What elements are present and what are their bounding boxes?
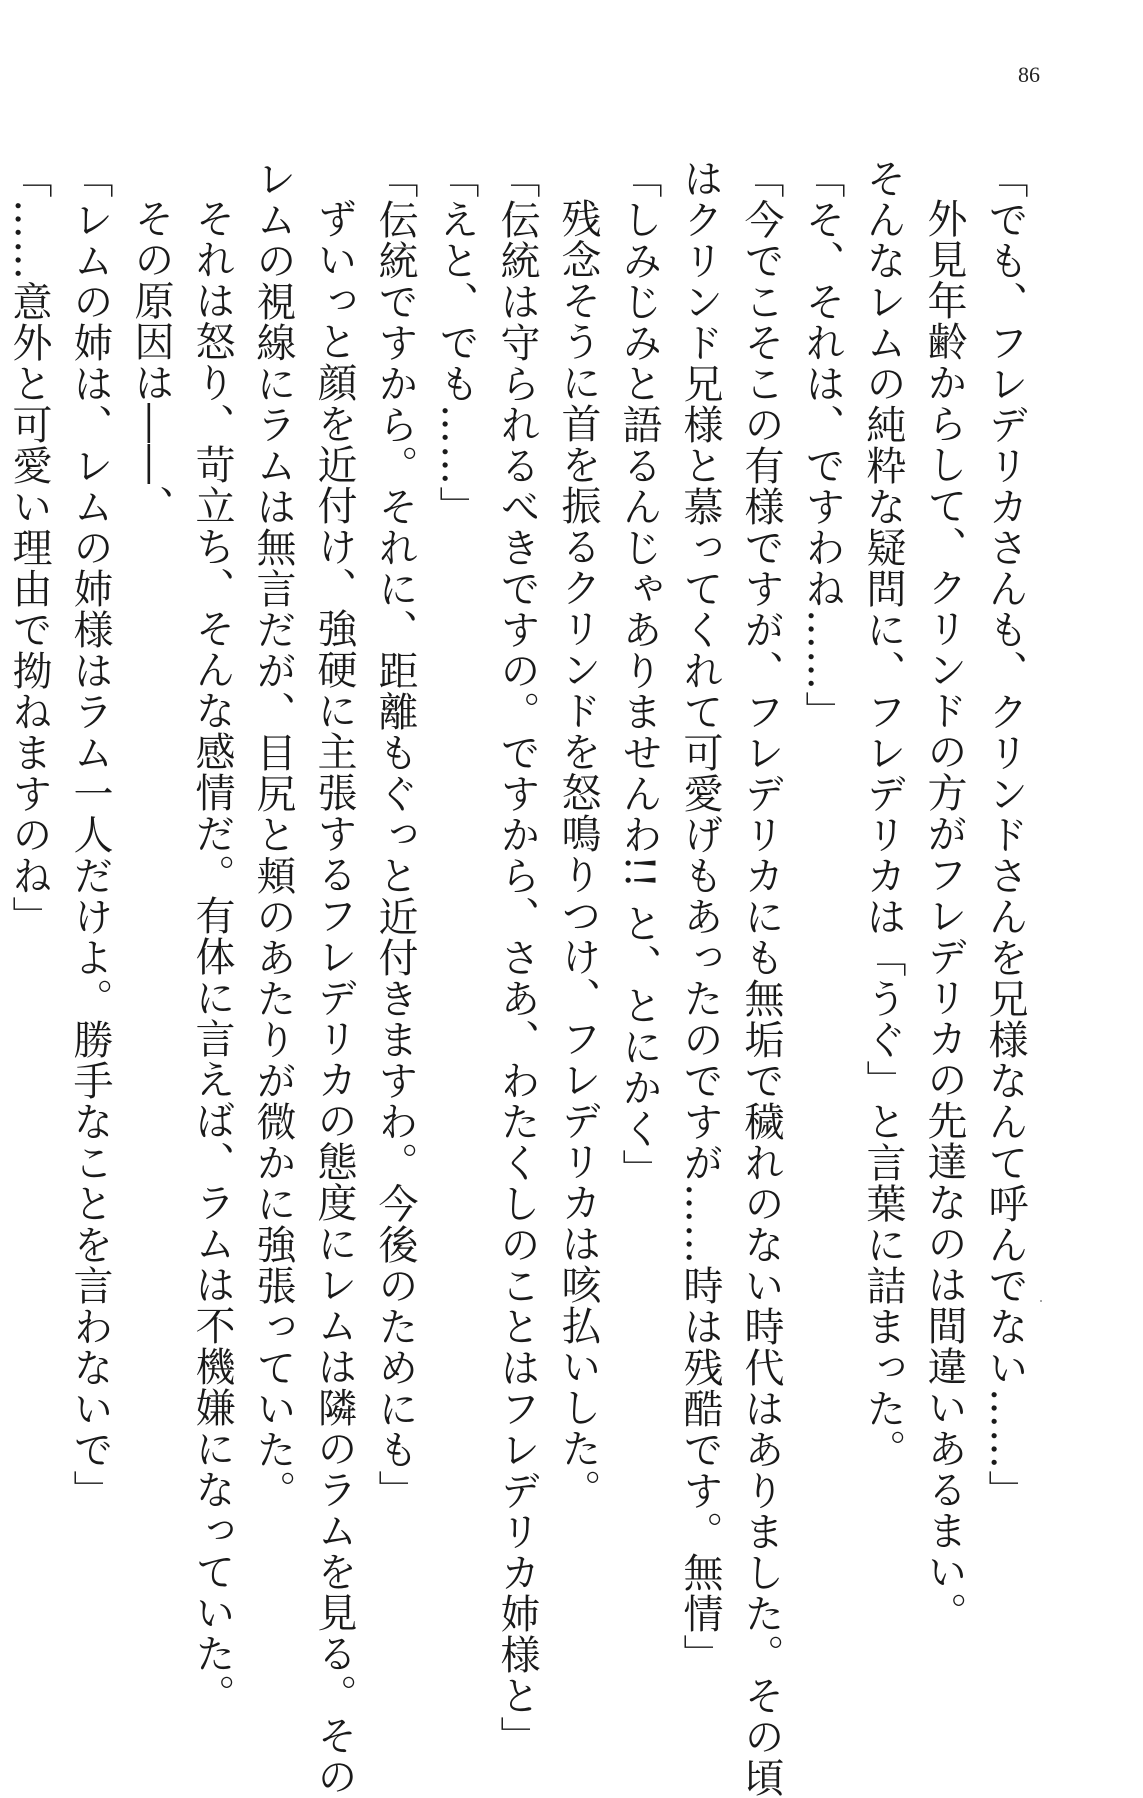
text-line: 「今でこそこの有様ですが、フレデリカにも無垢で穢れのない時代はありました。その頃 — [738, 158, 784, 1798]
text-line: 「伝統ですから。それに、距離もぐっと近付きますわ。今後のためにも」 — [372, 158, 418, 1511]
text-line: 「レムの姉は、レムの姉様はラム一人だけよ。勝手なことを言わないで」 — [67, 158, 113, 1511]
text-line: 「えと、でも……」 — [433, 158, 479, 527]
text-line: 残念そうに首を振るクリンドを怒鳴りつけ、フレデリカは咳払いした。 — [555, 198, 601, 1510]
text-line: そんなレムの純粋な疑問に、フレデリカは「うぐ」と言葉に詰まった。 — [860, 158, 906, 1470]
margin-speck — [1040, 1300, 1042, 1302]
text-line: 「しみじみと語るんじゃありませんわ!! と、とにかく」 — [616, 158, 662, 1190]
text-line: 「そ、それは、ですわね……」 — [799, 158, 845, 732]
page-number: 86 — [1018, 62, 1040, 87]
text-line: 「でも、フレデリカさんも、クリンドさんを兄様なんて呼んでない……」 — [982, 158, 1028, 1511]
text-line: 外見年齢からして、クリンドの方がフレデリカの先達なのは間違いあるまい。 — [921, 198, 967, 1633]
text-line: その原因は――、 — [128, 198, 174, 526]
body-text — [0, 158, 1035, 1798]
text-line: レムの視線にラムは無言だが、目尻と頬のあたりが微かに強張っていた。 — [250, 158, 296, 1511]
text-line: 「……意外と可愛い理由で拗ねますのね」 — [6, 158, 52, 937]
text-line: 「伝統は守られるべきですの。ですから、さあ、わたくしのことはフレデリカ姉様と」 — [494, 158, 540, 1757]
text-line: ずいっと顔を近付け、強硬に主張するフレデリカの態度にレムは隣のラムを見る。その — [311, 198, 357, 1797]
text-line: はクリンド兄様と慕ってくれて可愛げもあったのですが……時は残酷です。無情」 — [677, 158, 723, 1675]
text-line: それは怒り、苛立ち、そんな感情だ。有体に言えば、ラムは不機嫌になっていた。 — [189, 198, 235, 1715]
